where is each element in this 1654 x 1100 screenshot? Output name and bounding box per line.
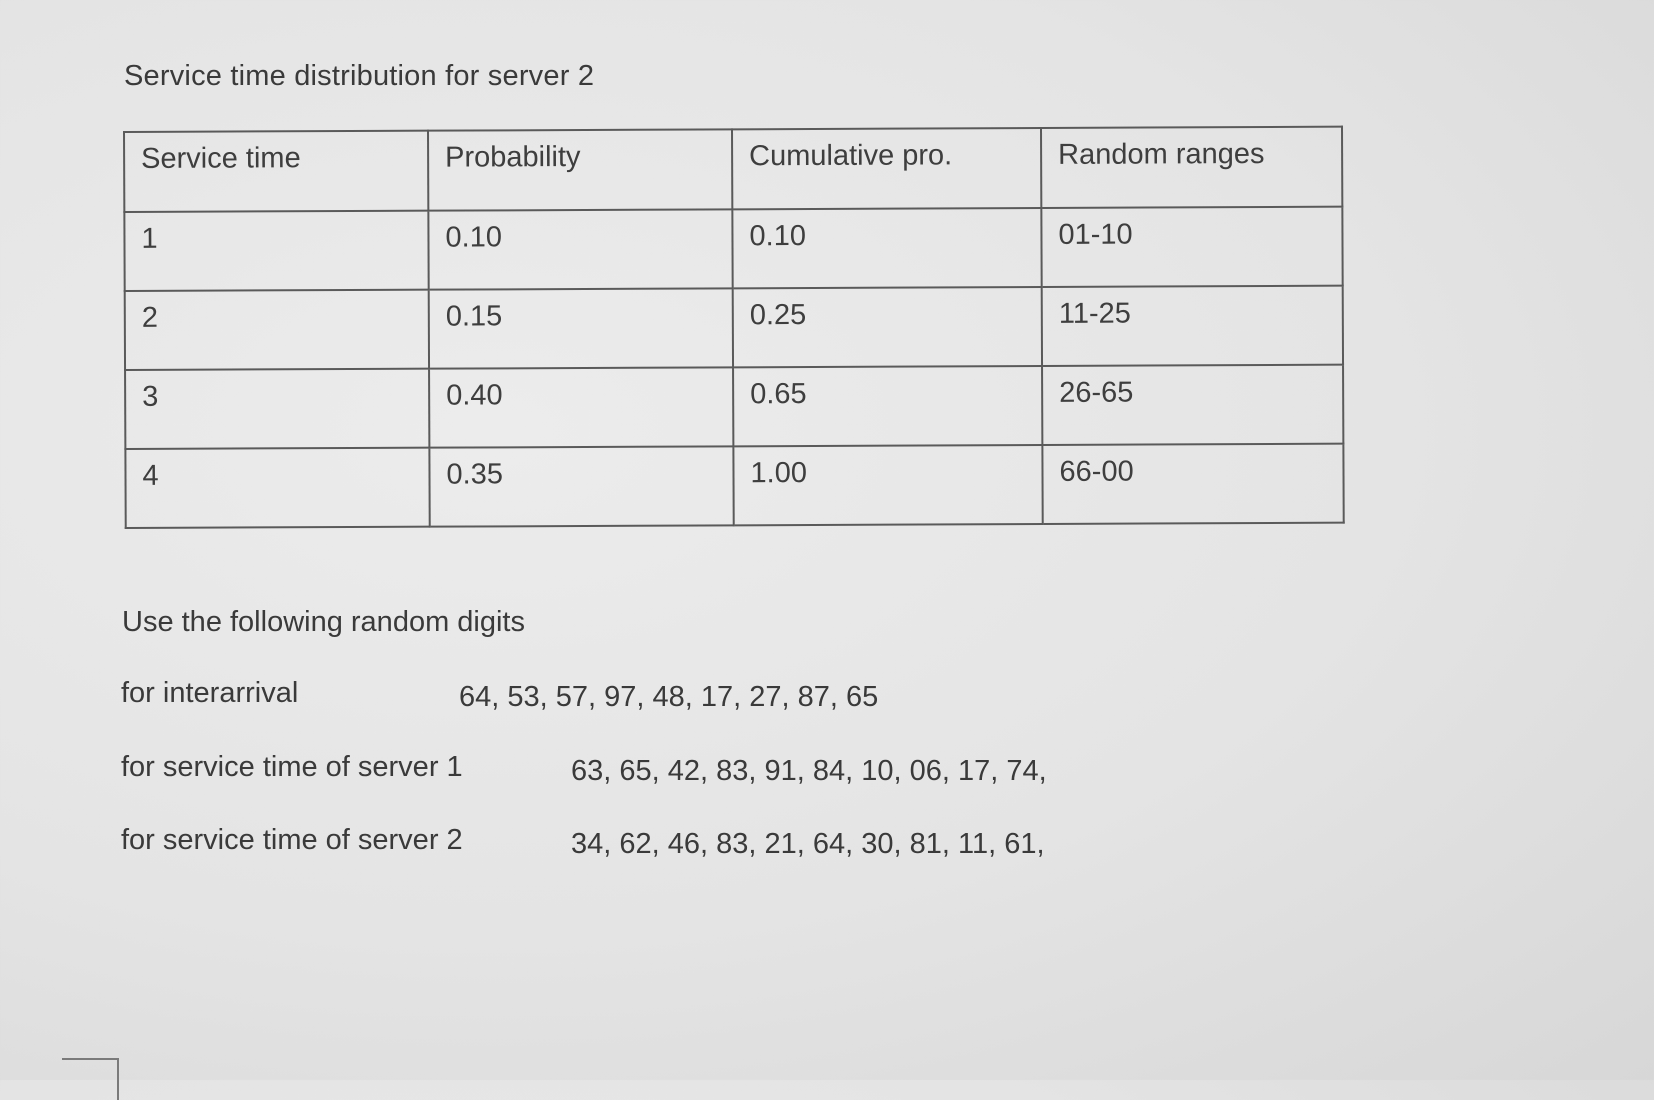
cell-probability: 0.15 <box>429 288 733 368</box>
table-row <box>125 444 1343 528</box>
random-digits-heading: Use the following random digits <box>122 606 525 638</box>
interarrival-values: 64, 53, 57, 97, 48, 17, 27, 87, 65 <box>459 681 879 713</box>
cell-probability: 0.35 <box>429 446 733 526</box>
server1-label: for service time of server 1 <box>121 751 463 783</box>
cell-service-time: 2 <box>125 290 429 370</box>
column-header-cumulative: Cumulative pro. <box>732 128 1041 209</box>
table-row <box>125 286 1343 370</box>
cell-cumulative: 0.10 <box>732 208 1041 288</box>
server2-label: for service time of server 2 <box>121 824 463 856</box>
server2-values: 34, 62, 46, 83, 21, 64, 30, 81, 11, 61, <box>571 828 1045 860</box>
cell-cumulative: 0.25 <box>733 287 1042 367</box>
table-header-row <box>124 127 1342 212</box>
corner-box-outline <box>62 1058 119 1100</box>
cell-cumulative: 0.65 <box>733 366 1042 446</box>
cell-random-range: 11-25 <box>1042 286 1343 366</box>
column-header-probability: Probability <box>428 129 732 210</box>
cell-probability: 0.10 <box>428 209 732 289</box>
cell-probability: 0.40 <box>429 367 733 447</box>
cell-service-time: 3 <box>125 369 429 449</box>
cell-service-time: 1 <box>124 211 428 291</box>
page-title: Service time distribution for server 2 <box>124 60 595 92</box>
column-header-service-time: Service time <box>124 131 428 212</box>
cell-random-range: 26-65 <box>1042 365 1343 445</box>
column-header-random-ranges: Random ranges <box>1041 127 1342 208</box>
cell-service-time: 4 <box>125 448 429 528</box>
cell-random-range: 66-00 <box>1042 444 1343 524</box>
server1-values: 63, 65, 42, 83, 91, 84, 10, 06, 17, 74, <box>571 755 1047 787</box>
table-row <box>125 365 1343 449</box>
cell-cumulative: 1.00 <box>733 445 1042 525</box>
interarrival-label: for interarrival <box>121 677 299 709</box>
cell-random-range: 01-10 <box>1041 207 1342 287</box>
service-time-table <box>123 126 1345 529</box>
table-row <box>124 207 1342 291</box>
